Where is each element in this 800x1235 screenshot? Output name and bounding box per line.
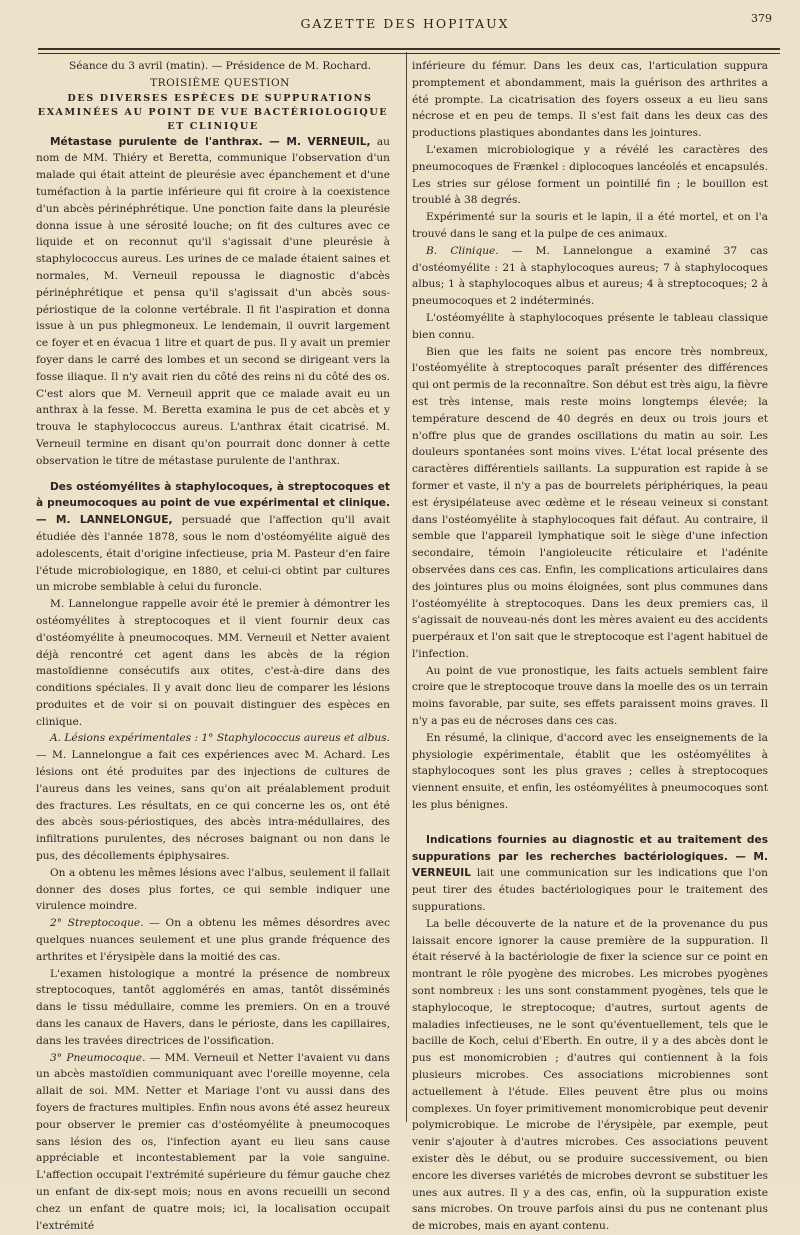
article-heading: Des ostéomyélites à staphylocoques, à streptocoques et à pneumocoques au point de vue expérimental et clinique. — M. LANNELONGUE, — [36, 480, 390, 527]
paragraph-text: On a obtenu les mêmes désordres avec quelques nuances seulement et une plus grande fréquence des arthrites et l'érysipèle dans la moitié des cas. — [36, 917, 390, 963]
running-header — [30, 10, 780, 38]
subsection-lead: 3° Pneumocoque. — — [50, 1051, 161, 1064]
article-heading: Indications fournies au diagnostic et au traitement des suppurations par les recherches bactériologiques. — M. VERNEUIL — [412, 833, 768, 880]
paragraph — [36, 730, 390, 864]
right-column — [412, 58, 769, 1233]
paragraph-text: M. Lannelongue a examiné 37 cas d'ostéomyélite : 21 à staphylocoques aureus; 7 à staphylocoques albus; 1 à staphylocoques albus et aureus; 4 à streptocoques; 2 à pneumocoques et 2 indéterminés. — [412, 244, 768, 308]
section-subtitle: DES DIVERSES ESPÈCES DE SUPPURATIONS EXAMINÉES AU POINT DE VUE BACTÉRIOLOGIQUE ET CLINIQUE — [37, 92, 389, 132]
paragraph — [412, 243, 768, 310]
paragraph: Expérimenté sur la souris et le lapin, il a été mortel, et on l'a trouvé dans le sang et la pulpe de ces animaux. — [412, 211, 768, 240]
paragraph — [36, 915, 390, 965]
header-rule-thin — [38, 53, 780, 54]
article-heading: Métastase purulente de l'anthrax. — M. VERNEUIL, — [50, 135, 371, 148]
column-divider — [406, 52, 407, 1122]
page-number: 379 — [751, 12, 772, 25]
paragraph: Au point de vue pronostique, les faits actuels semblent faire croire que le streptocoque trouve dans la moelle des os un terrain moins favorable, par suite, ses effets paraissent moins graves. Il n'y a pas eu de nécroses dans ces cas. — [412, 664, 769, 728]
paragraph — [412, 832, 768, 916]
paragraph — [36, 479, 390, 597]
left-column — [36, 58, 390, 1232]
subsection-lead: A. Lésions expérimentales : 1° Staphylococcus aureus et albus. — — [36, 732, 390, 762]
paragraph: En résumé, la clinique, d'accord avec les enseignements de la physiologie expérimentale, établit que les ostéomyélites à staphylocoques sont les plus graves ; celles à streptocoques viennent ensuite, et enfin, les ostéomyélites à pneumocoques sont les plus bénignes. — [412, 731, 768, 812]
paragraph-text: persuadé que l'affection qu'il avait étudiée dès l'année 1878, sous le nom d'ostéomyélite aiguë des adolescents, était d'origine infectieuse, pria M. Pasteur d'en faire l'étude microbiologique, en 1880, et celui-ci obtint par cultures un microbe semblable à celui du furoncle. — [36, 514, 390, 594]
paragraph: L'examen histologique a montré la présence de nombreux streptocoques, tantôt agglomérés en amas, tantôt disséminés dans le tissu médullaire, comme les premiers. On en a trouvé dans les canaux de Havers, dans le périoste, dans les capillaires, dans les travées directrices de l'ossification. — [36, 967, 390, 1047]
paragraph: L'examen microbiologique y a révélé les caractères des pneumocoques de Frænkel : diplocoques lancéolés et encapsulés. Les stries sur gélose forment un pointillé fin ; le bouillon est troublé à 38 degrés. — [412, 143, 768, 207]
paragraph — [36, 1050, 390, 1235]
paragraph: L'ostéomyélite à staphylocoques présente le tableau classique bien connu. — [412, 311, 768, 341]
paragraph: La belle découverte de la nature et de la provenance du pus laissait encore ignorer la cause première de la suppuration. Il était réservé à la bactériologie de fixer la science sur ce point en montrant le rôle pyogène des microbes. Les microbes pyogènes sont nombreux : les uns sont constamment pyogènes, tels que le staphylocoque, le streptocoque; d'autres, surtout agents de maladies infectieuses, ne le sont qu'éventuellement, tels que le bacille de Koch, celui d'Eberth. En outre, il y a des abcès dont le pus est monomicrobien ; d'autres qui contiennent à la fois plusieurs microbes. Ces associations microbiennes sont actuellement à l'étude. Elles peuvent être plus ou moins complexes. Un foyer primitivement monomicrobique peut devenir polymicrobique. Le microbe de l'érysipèle, par exemple, peut venir s'ajouter à d'autres microbes. Ces associations peuvent exister dès le début, ou se produire successivement, ou bien encore les diverses variétés de microbes devront se substituer les unes aux autres. Il y a des cas, enfin, où la suppuration existe sans microbes. On trouve parfois ainsi du pus ne contenant plus de microbes, mais en ayant contenu. — [412, 917, 768, 1233]
paragraph: On a obtenu les mêmes lésions avec l'albus, seulement il fallait donner des doses plus fortes, ce qui semble indiquer une virulence moindre. — [36, 866, 390, 913]
header-rule — [38, 48, 780, 50]
subsection-lead: B. Clinique. — — [426, 244, 523, 257]
paragraph — [36, 134, 390, 470]
question-title: TROISIÈME QUESTION — [150, 76, 290, 89]
paragraph: Bien que les faits ne soient pas encore très nombreux, l'ostéomyélite à streptocoques paraît présenter des différences qui ont permis de la reconnaître. Son début est très aigu, la fièvre est très intense, mais reste moins longtemps élevée; la température descend de 40 degrés en deux ou trois jours et n'offre plus que de grandes oscillations du matin au soir. Les douleurs spontanées sont moins vives. L'état local présente des caractères différentiels saillants. La suppuration est rapide à se former et vaste, il n'y a pas de bourrelets périphériques, la peau est érysipélateuse avec œdème et le réseau veineux si constant dans l'ostéomyélite à staphylocoques fait défaut. Au contraire, il semble que l'appareil lymphatique soit le siège d'une infection secondaire, témoin l'angioleucite réticulaire et l'adénite observées dans ces cas. Enfin, les complications articulaires dans des jointures plus ou moins éloignées, sont plus communes dans l'ostéomyélite à streptocoques. Dans les deux premiers cas, il s'agissait de nouveau-nés dont les mères avaient eu des accidents puerpéraux et l'on sait que le streptocoque est l'agent habituel de l'infection. — [412, 345, 768, 660]
paragraph-text: M. Lannelongue a fait ces expériences avec M. Achard. Les lésions ont été produites par des injections de cultures de l'aureus dans les veines, sans qu'on ait préalablement produit des fractures. Les résultats, en ce qui concerne les os, ont été des abcès sous-périostiques, des abcès intra-médullaires, des infiltrations purulentes, des nécroses baignant ou non dans le pus, des décollements épiphysaires. — [36, 749, 390, 863]
paragraph: M. Lannelongue rappelle avoir été le premier à démontrer les ostéomyélites à streptocoques et il vient fournir deux cas d'ostéomyélite à pneumocoques. MM. Verneuil et Netter avaient déjà rencontré cet agent dans les abcès de la région mastoïdienne consécutifs aux otites, c'est-à-dire dans des conditions spéciales. Il y avait donc lieu de comparer les lésions produites et de voir si on pouvait distinguer des espèces en clinique. — [36, 598, 390, 728]
session-line: Séance du 3 avril (matin). — Présidence de M. Rochard. — [69, 60, 371, 72]
paragraph-text: MM. Verneuil et Netter l'avaient vu dans un abcès mastoïdien communiquant avec l'oreille moyenne, cela allait de soi. MM. Netter et Mariage l'ont vu aussi dans des foyers de fractures multiples. Enfin nous avons été assez heureux pour observer le premier cas d'ostéomyélite à pneumocoques sans lésion des os, l'infection ayant eu lieu sans cause appréciable et incontestablement par la voie sanguine. L'affection occupait l'extrémité supérieure du fémur gauche chez un enfant de dix-sept mois; nous en avons recueilli un second chez un enfant de quatre mois; ici, la localisation occupait l'extrémité — [36, 1051, 390, 1232]
journal-title: GAZETTE DES HOPITAUX — [300, 16, 510, 31]
paragraph-text: lait une communication sur les indications que l'on peut tirer des études bactériologiques pour le traitement des suppurations. — [412, 867, 768, 914]
paragraph: inférieure du fémur. Dans les deux cas, l'articulation suppura promptement et abondamment, mais la guérison des arthrites a été prompte. La cicatrisation des foyers osseux a eu lieu sans nécrose et en peu de temps. Il s'est fait dans les deux cas des productions plastiques abondantes dans les jointures. — [412, 60, 768, 140]
subsection-lead: 2° Streptocoque. — — [50, 917, 160, 930]
paragraph-text: au nom de MM. Thiéry et Beretta, communique l'observation d'un malade qui était atteint de pleurésie avec épanchement et d'une tuméfaction à la partie inférieure qui fit croire à la coexistence d'un abcès périnéphrétique. Une ponction faite dans la pleurésie donna issue à une sérosité louche; on fit des cultures avec ce liquide et on reconnut qu'il s'agissait d'une pleurésie à staphylococcus aureus. Les urines de ce malade étaient saines et normales, M. Verneuil repoussa le diagnostic d'abcès périnéphrétique et pensa qu'il s'agissait d'un abcès sous-périostique de la colonne vertébrale. Il fit l'aspiration et donna issue à un pus phlegmoneux. Le lendemain, il ouvrit largement ce foyer et en évacua 1 litre et quart de pus. Il y avait un premier foyer dans le carré des lombes et un second se dirigeant vers la fosse iliaque. Il n'y avait rien du côté des reins ni du côté des os. C'est alors que M. Verneuil apprit que ce malade avait eu un anthrax à la fesse. M. Beretta examina le pus de cet abcès et y trouva le staphylococcus aureus. L'anthrax était cicatrisé. M. Verneuil termine en disant qu'on pourrait donc donner à cette observation le titre de métastase purulente de l'anthrax. — [36, 135, 390, 467]
